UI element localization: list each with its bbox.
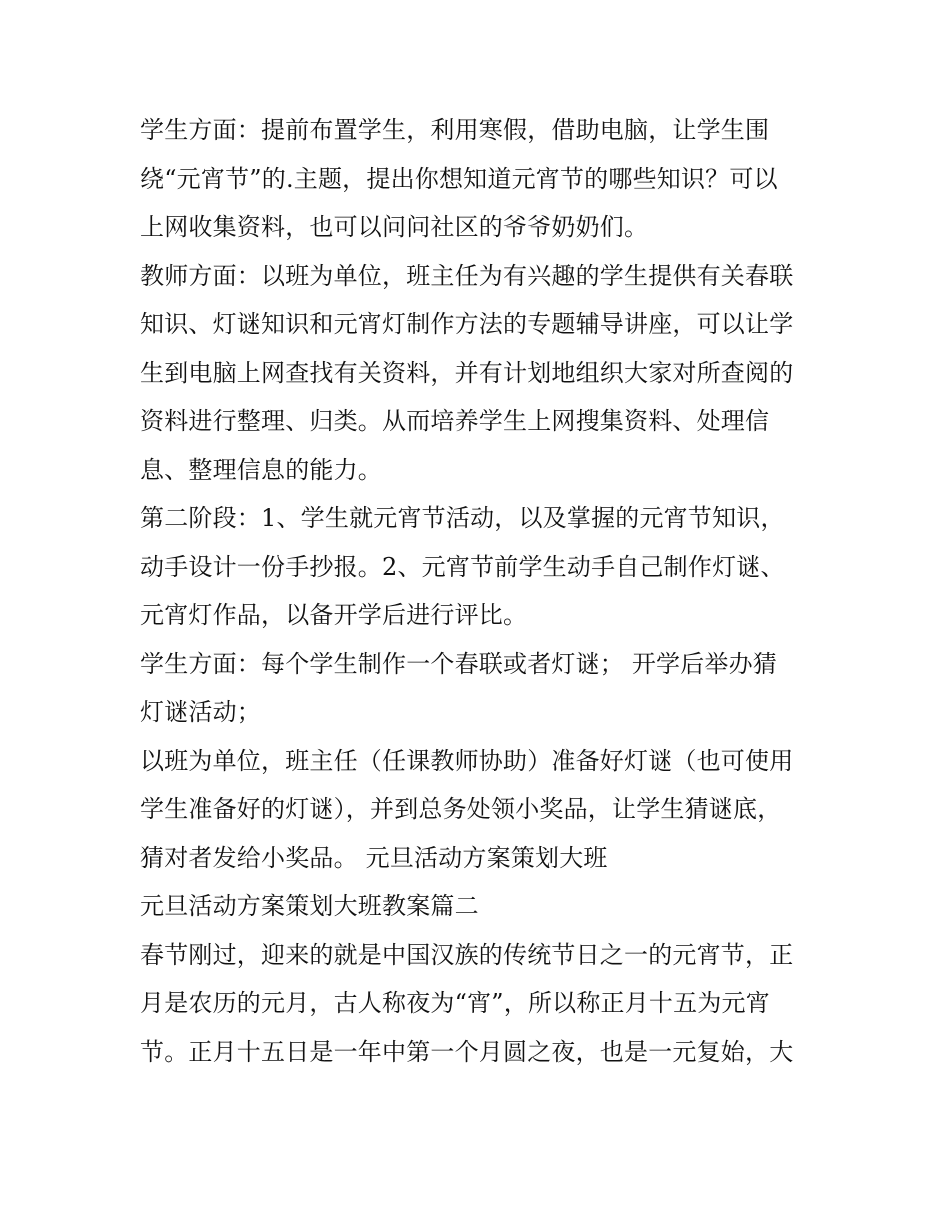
- text-line: 教师方面：以班为单位，班主任为有兴趣的学生提供有关春联: [140, 261, 794, 290]
- text-line: 月是农历的元月，古人称夜为“宵”，所以称正月十五为元宵: [140, 989, 770, 1017]
- document-body: [140, 106, 830, 1076]
- text-line: 息、整理信息的能力。: [140, 455, 382, 484]
- text-line: 绕“元宵节”的.主题，提出你想知道元宵节的哪些知识？可以: [140, 164, 778, 193]
- text-line: 动手设计一份手抄报。2、元宵节前学生动手自己制作灯谜、: [140, 552, 785, 581]
- text-line: 以班为单位，班主任（任课教师协助）准备好灯谜（也可使用: [140, 746, 794, 775]
- text-line: 第二阶段：1、学生就元宵节活动，以及掌握的元宵节知识，: [140, 504, 785, 532]
- text-line: 学生方面：提前布置学生，利用寒假，借助电脑，让学生围: [140, 116, 770, 144]
- text-line: 元宵灯作品，以备开学后进行评比。: [140, 601, 528, 629]
- text-line: 节。正月十五日是一年中第一个月圆之夜，也是一元复始，大: [140, 1037, 794, 1066]
- text-line: 生到电脑上网查找有关资料，并有计划地组织大家对所查阅的: [140, 358, 794, 387]
- text-line: 资料进行整理、归类。从而培养学生上网搜集资料、处理信: [140, 407, 770, 435]
- text-line: 灯谜活动；: [140, 698, 261, 726]
- text-line: 知识、灯谜知识和元宵灯制作方法的专题辅导讲座，可以让学: [140, 310, 794, 338]
- text-line: 上网收集资料，也可以问问社区的爷爷奶奶们。: [140, 213, 649, 241]
- text-line: 春节刚过，迎来的就是中国汉族的传统节日之一的元宵节，正: [140, 940, 794, 969]
- text-line: 学生方面：每个学生制作一个春联或者灯谜； 开学后举办猜: [140, 649, 778, 678]
- text-line: 学生准备好的灯谜），并到总务处领小奖品，让学生猜谜底，: [140, 795, 782, 823]
- section-heading: 元旦活动方案策划大班教案篇二: [140, 892, 479, 920]
- text-line: 猜对者发给小奖品。 元旦活动方案策划大班: [140, 843, 608, 872]
